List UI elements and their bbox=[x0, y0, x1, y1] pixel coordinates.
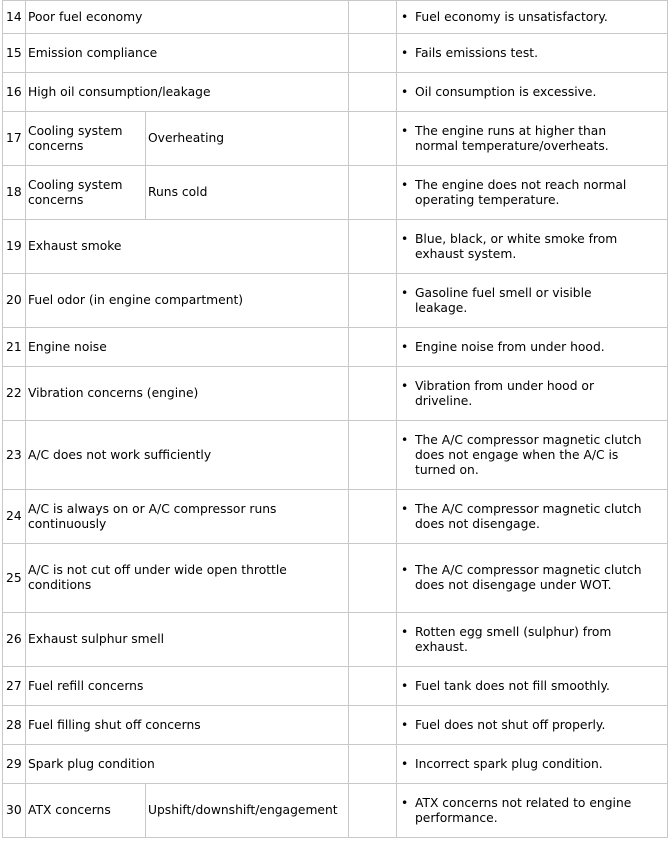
sub-symptom-cell: Upshift/downshift/engagement bbox=[146, 784, 349, 838]
row-number: 22 bbox=[3, 367, 26, 421]
table-row bbox=[3, 328, 668, 367]
condition-cell bbox=[397, 1, 668, 34]
condition-bullet: • Rotten egg smell (sulphur) from exhaust. bbox=[399, 625, 645, 655]
spacer-cell bbox=[349, 544, 397, 613]
symptom-cell: Cooling system concerns bbox=[26, 166, 146, 220]
symptom-cell: Exhaust smoke bbox=[26, 220, 349, 274]
condition-cell bbox=[397, 274, 668, 328]
table-row bbox=[3, 613, 668, 667]
spacer-cell bbox=[349, 490, 397, 544]
condition-cell bbox=[397, 421, 668, 490]
table-row bbox=[3, 1, 668, 34]
condition-bullet: • Fails emissions test. bbox=[399, 46, 645, 61]
spacer-cell bbox=[349, 274, 397, 328]
sub-symptom-cell: Runs cold bbox=[146, 166, 349, 220]
row-number: 24 bbox=[3, 490, 26, 544]
spacer-cell bbox=[349, 367, 397, 421]
symptom-cell: Cooling system concerns bbox=[26, 112, 146, 166]
row-number: 23 bbox=[3, 421, 26, 490]
spacer-cell bbox=[349, 328, 397, 367]
table-row bbox=[3, 220, 668, 274]
symptom-table bbox=[2, 0, 668, 838]
condition-cell bbox=[397, 328, 668, 367]
symptom-cell: High oil consumption/leakage bbox=[26, 73, 349, 112]
row-number: 15 bbox=[3, 34, 26, 73]
table-row bbox=[3, 745, 668, 784]
condition-cell bbox=[397, 220, 668, 274]
spacer-cell bbox=[349, 34, 397, 73]
condition-bullet: • Oil consumption is excessive. bbox=[399, 85, 645, 100]
condition-cell bbox=[397, 112, 668, 166]
condition-bullet: • Gasoline fuel smell or visible leakage. bbox=[399, 286, 645, 316]
condition-bullet: • The A/C compressor magnetic clutch does not engage when the A/C is turned on. bbox=[399, 433, 645, 478]
row-number: 17 bbox=[3, 112, 26, 166]
condition-cell bbox=[397, 784, 668, 838]
table-row bbox=[3, 784, 668, 838]
symptom-cell: A/C is always on or A/C compressor runs continuously bbox=[26, 490, 349, 544]
spacer-cell bbox=[349, 784, 397, 838]
symptom-cell: Fuel refill concerns bbox=[26, 667, 349, 706]
spacer-cell bbox=[349, 73, 397, 112]
table-row bbox=[3, 73, 668, 112]
spacer-cell bbox=[349, 112, 397, 166]
row-number: 16 bbox=[3, 73, 26, 112]
symptom-cell: Fuel filling shut off concerns bbox=[26, 706, 349, 745]
condition-bullet: • Incorrect spark plug condition. bbox=[399, 757, 645, 772]
condition-cell bbox=[397, 706, 668, 745]
condition-bullet: • Fuel does not shut off properly. bbox=[399, 718, 645, 733]
row-number: 25 bbox=[3, 544, 26, 613]
spacer-cell bbox=[349, 220, 397, 274]
condition-bullet: • Blue, black, or white smoke from exhaust system. bbox=[399, 232, 645, 262]
spacer-cell bbox=[349, 745, 397, 784]
symptom-cell: Vibration concerns (engine) bbox=[26, 367, 349, 421]
spacer-cell bbox=[349, 1, 397, 34]
condition-cell bbox=[397, 367, 668, 421]
table-row bbox=[3, 112, 668, 166]
condition-bullet: • The engine does not reach normal operating temperature. bbox=[399, 178, 645, 208]
condition-cell bbox=[397, 34, 668, 73]
condition-bullet: • Vibration from under hood or driveline. bbox=[399, 379, 645, 409]
symptom-cell: Engine noise bbox=[26, 328, 349, 367]
spacer-cell bbox=[349, 613, 397, 667]
condition-cell bbox=[397, 166, 668, 220]
condition-cell bbox=[397, 667, 668, 706]
condition-bullet: • Engine noise from under hood. bbox=[399, 340, 645, 355]
table-row bbox=[3, 274, 668, 328]
condition-cell bbox=[397, 490, 668, 544]
row-number: 14 bbox=[3, 1, 26, 34]
condition-bullet: • ATX concerns not related to engine performance. bbox=[399, 796, 645, 826]
symptom-cell: Emission compliance bbox=[26, 34, 349, 73]
condition-bullet: • The engine runs at higher than normal temperature/overheats. bbox=[399, 124, 645, 154]
table-row bbox=[3, 490, 668, 544]
symptom-cell: Spark plug condition bbox=[26, 745, 349, 784]
row-number: 19 bbox=[3, 220, 26, 274]
condition-bullet: • Fuel tank does not fill smoothly. bbox=[399, 679, 645, 694]
spacer-cell bbox=[349, 421, 397, 490]
row-number: 26 bbox=[3, 613, 26, 667]
symptom-cell: A/C is not cut off under wide open throttle conditions bbox=[26, 544, 349, 613]
symptom-cell: A/C does not work sufficiently bbox=[26, 421, 349, 490]
row-number: 28 bbox=[3, 706, 26, 745]
condition-bullet: • The A/C compressor magnetic clutch does not disengage under WOT. bbox=[399, 563, 645, 593]
sub-symptom-cell: Overheating bbox=[146, 112, 349, 166]
condition-bullet: • The A/C compressor magnetic clutch does not disengage. bbox=[399, 502, 645, 532]
condition-cell bbox=[397, 745, 668, 784]
row-number: 18 bbox=[3, 166, 26, 220]
symptom-cell: Fuel odor (in engine compartment) bbox=[26, 274, 349, 328]
table-row bbox=[3, 367, 668, 421]
table-row bbox=[3, 667, 668, 706]
table-row bbox=[3, 706, 668, 745]
spacer-cell bbox=[349, 667, 397, 706]
row-number: 21 bbox=[3, 328, 26, 367]
table-row bbox=[3, 544, 668, 613]
condition-cell bbox=[397, 73, 668, 112]
table-row bbox=[3, 166, 668, 220]
table-row bbox=[3, 421, 668, 490]
symptom-cell: ATX concerns bbox=[26, 784, 146, 838]
spacer-cell bbox=[349, 166, 397, 220]
table-row bbox=[3, 34, 668, 73]
row-number: 29 bbox=[3, 745, 26, 784]
spacer-cell bbox=[349, 706, 397, 745]
condition-cell bbox=[397, 613, 668, 667]
row-number: 27 bbox=[3, 667, 26, 706]
symptom-cell: Exhaust sulphur smell bbox=[26, 613, 349, 667]
row-number: 20 bbox=[3, 274, 26, 328]
condition-bullet: • Fuel economy is unsatisfactory. bbox=[399, 10, 645, 25]
condition-cell bbox=[397, 544, 668, 613]
symptom-cell: Poor fuel economy bbox=[26, 1, 349, 34]
row-number: 30 bbox=[3, 784, 26, 838]
